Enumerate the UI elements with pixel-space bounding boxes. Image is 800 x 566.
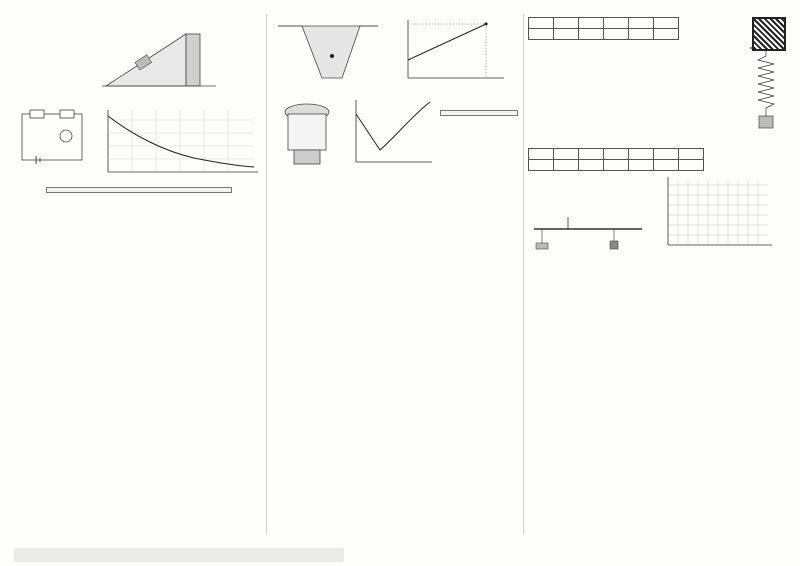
column-1 [16, 14, 262, 197]
question-11 [16, 106, 262, 193]
column-divider [266, 14, 267, 534]
question-13 [272, 96, 520, 174]
table-cell [604, 18, 629, 29]
table-cell [579, 160, 604, 171]
steelyard-figure [528, 209, 648, 259]
q15-table [528, 148, 704, 171]
q15-row2-label [529, 160, 554, 171]
column-2 [272, 14, 520, 178]
table-cell [604, 160, 629, 171]
table-cell [554, 149, 579, 160]
table-cell [604, 149, 629, 160]
question-10 [16, 18, 262, 100]
table-cell [554, 29, 579, 40]
q11-curve-chart [94, 106, 262, 184]
table-cell [654, 160, 679, 171]
pressure-depth-chart [390, 16, 510, 90]
question-15 [528, 148, 786, 259]
table-cell [679, 149, 704, 160]
q14-table [528, 17, 679, 40]
q14-row2-label [529, 29, 554, 40]
table-cell [629, 160, 654, 171]
incline-figure [16, 18, 262, 92]
spring-figure [746, 44, 786, 144]
table-cell [679, 160, 704, 171]
table-cell [654, 149, 679, 160]
ptc-device-figure [272, 96, 342, 174]
lake-cross-section-figure [272, 16, 382, 90]
question-14 [528, 17, 786, 144]
q13-info-box [440, 110, 518, 116]
q15-blank-grid [654, 175, 774, 259]
table-cell [579, 29, 604, 40]
table-cell [629, 29, 654, 40]
q13-resistance-chart [346, 96, 436, 174]
circuit-diagram [16, 106, 88, 168]
page-footer [0, 544, 800, 566]
table-cell [629, 149, 654, 160]
table-cell [629, 18, 654, 29]
table-cell [654, 18, 679, 29]
table-cell [554, 160, 579, 171]
footer-bar [14, 548, 344, 562]
qr-code-icon[interactable] [752, 17, 786, 51]
column-3 [528, 14, 786, 263]
table-cell [654, 29, 679, 40]
table-cell [579, 149, 604, 160]
table-cell [554, 18, 579, 29]
q15-row1-label [529, 149, 554, 160]
table-cell [604, 29, 629, 40]
q11-info-box [46, 187, 232, 193]
question-12 [272, 16, 520, 90]
column-divider [523, 14, 524, 534]
q14-row1-label [529, 18, 554, 29]
table-cell [579, 18, 604, 29]
